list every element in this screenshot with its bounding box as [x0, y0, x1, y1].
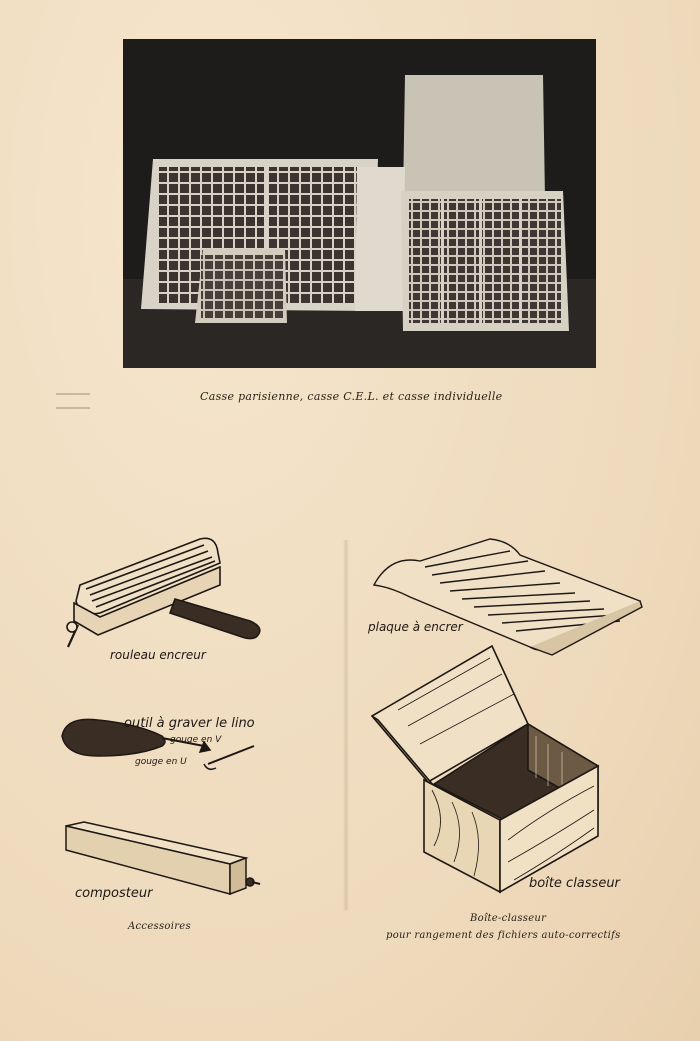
page-fold-shadow — [343, 540, 349, 910]
plate-label: plaque à encrer — [368, 620, 463, 634]
accessories-caption: Accessoires — [128, 921, 191, 932]
photo-caption: Casse parisienne, casse C.E.L. et casse individuelle — [200, 390, 503, 403]
ink-roller-drawing — [60, 535, 270, 665]
lino-tool-label: outil à graver le lino — [124, 716, 255, 731]
file-box-drawing — [368, 640, 608, 900]
box-label: boîte classeur — [529, 876, 620, 891]
composer-label: composteur — [75, 886, 153, 901]
type-cases-photo — [123, 39, 596, 368]
gouge-v-label: gouge en V — [170, 735, 222, 745]
individual-case — [195, 249, 287, 323]
ink-mark — [56, 393, 90, 409]
box-caption-title: Boîte-classeur — [470, 913, 547, 924]
roller-label: rouleau encreur — [110, 648, 206, 662]
gouge-u-label: gouge en U — [135, 757, 187, 767]
type-cases-photo-drawing — [123, 39, 596, 368]
box-caption-subtitle: pour rangement des fichiers auto-correctifs — [386, 930, 621, 941]
